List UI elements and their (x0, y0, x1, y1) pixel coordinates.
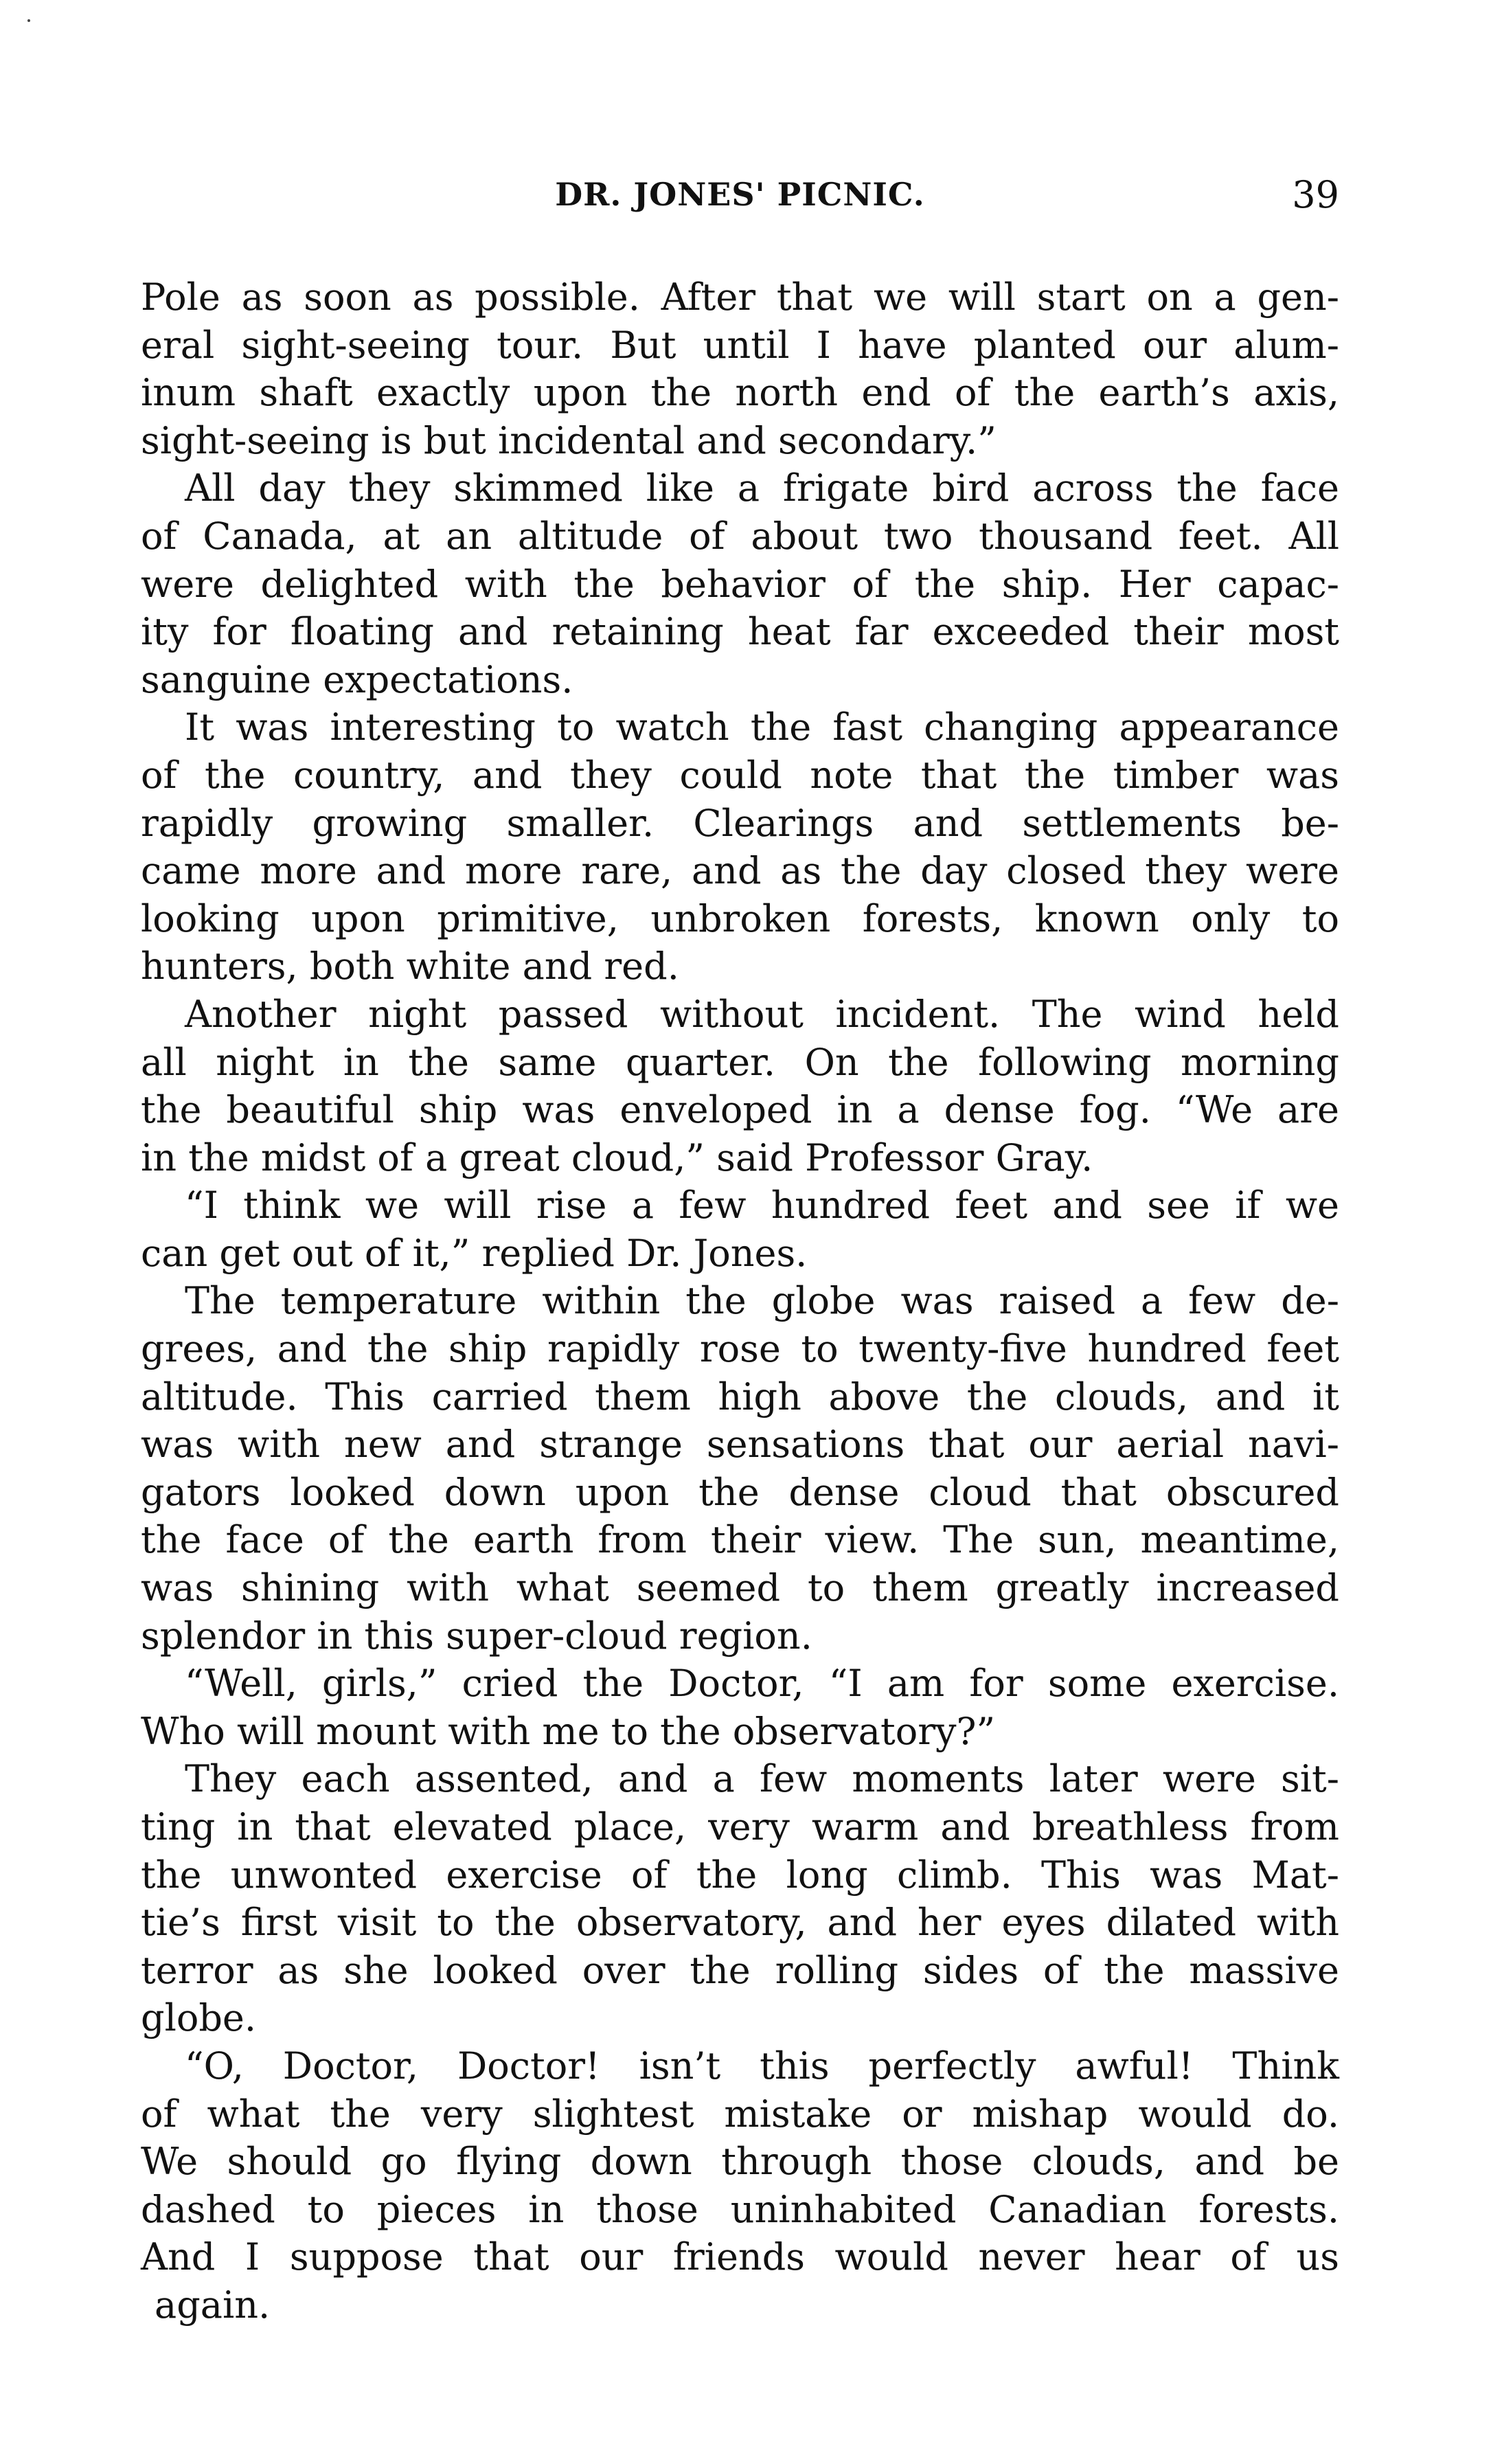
text-line: “Well, girls,” cried the Doctor, “I am for some exercise. (185, 1662, 1339, 1706)
text-line: And I suppose that our friends would never hear of us (141, 2235, 1339, 2279)
text-line: tie’s first visit to the observatory, and her eyes dilated with (141, 1901, 1339, 1945)
text-line: all night in the same quarter. On the following morning (141, 1040, 1339, 1084)
scan-speck (27, 19, 30, 22)
text-line: eral sight-seeing tour. But until I have planted our alum- (141, 323, 1339, 367)
body-text (141, 273, 1339, 2329)
text-line: looking upon primitive, unbroken forests, known only to (141, 896, 1339, 940)
text-line: All day they skimmed like a frigate bird across the face (185, 466, 1339, 510)
text-line: We should go flying down through those clouds, and be (141, 2140, 1339, 2184)
text-line: The temperature within the globe was raised a few de- (185, 1279, 1339, 1323)
text-line: terror as she looked over the rolling sides of the massive (141, 1948, 1339, 1992)
text-line: sanguine expectations. (141, 657, 573, 701)
text-line: “I think we will rise a few hundred feet and see if we (185, 1184, 1339, 1228)
text-line: came more and more rare, and as the day closed they were (141, 849, 1339, 893)
text-line: hunters, both white and red. (141, 945, 679, 988)
text-line: was with new and strange sensations that our aerial navi- (141, 1423, 1339, 1467)
text-line: Pole as soon as possible. After that we will start on a gen- (141, 275, 1339, 319)
text-line: the beautiful ship was enveloped in a dense fog. “We are (141, 1088, 1339, 1132)
page-number: 39 (1292, 173, 1339, 216)
text-line: ity for floating and retaining heat far exceeded their most (141, 610, 1339, 654)
text-line: the face of the earth from their view. The sun, meantime, (141, 1518, 1339, 1562)
text-line: rapidly growing smaller. Clearings and settlements be- (141, 801, 1339, 845)
text-line: It was interesting to watch the fast changing appearance (185, 705, 1339, 749)
text-line: can get out of it,” replied Dr. Jones. (141, 1231, 808, 1275)
text-line: grees, and the ship rapidly rose to twenty-five hundred feet (141, 1327, 1339, 1371)
text-line: Another night passed without incident. The wind held (185, 992, 1339, 1036)
text-line: dashed to pieces in those uninhabited Canadian forests. (141, 2187, 1339, 2231)
text-line: They each assented, and a few moments later were sit- (185, 1757, 1339, 1801)
text-line: inum shaft exactly upon the north end of the earth’s axis, (141, 371, 1339, 415)
text-line: “O, Doctor, Doctor! isn’t this perfectly awful! Think (185, 2044, 1339, 2088)
text-line: of the country, and they could note that the timber was (141, 753, 1339, 797)
text-line: splendor in this super-cloud region. (141, 1614, 812, 1658)
running-header (141, 170, 1339, 218)
text-line: of what the very slightest mistake or mishap would do. (141, 2092, 1339, 2136)
text-line: gators looked down upon the dense cloud that obscured (141, 1470, 1339, 1514)
text-line: the unwonted exercise of the long climb. This was Mat- (141, 1853, 1339, 1897)
text-line: altitude. This carried them high above the clouds, and it (141, 1375, 1339, 1419)
text-line: was shining with what seemed to them greatly increased (141, 1566, 1339, 1610)
text-line: ting in that elevated place, very warm and breathless from (141, 1805, 1339, 1849)
text-line: globe. (141, 1996, 257, 2040)
text-line: were delighted with the behavior of the ship. Her capac- (141, 562, 1339, 606)
running-title: DR. JONES' PICNIC. (555, 176, 925, 213)
text-line: in the midst of a great cloud,” said Professor Gray. (141, 1135, 1093, 1179)
text-line: again. (155, 2283, 271, 2327)
text-line: Who will mount with me to the observatory?” (141, 1709, 996, 1753)
text-line: of Canada, at an altitude of about two thousand feet. All (141, 514, 1339, 558)
text-line: sight-seeing is but incidental and secondary.” (141, 418, 997, 462)
